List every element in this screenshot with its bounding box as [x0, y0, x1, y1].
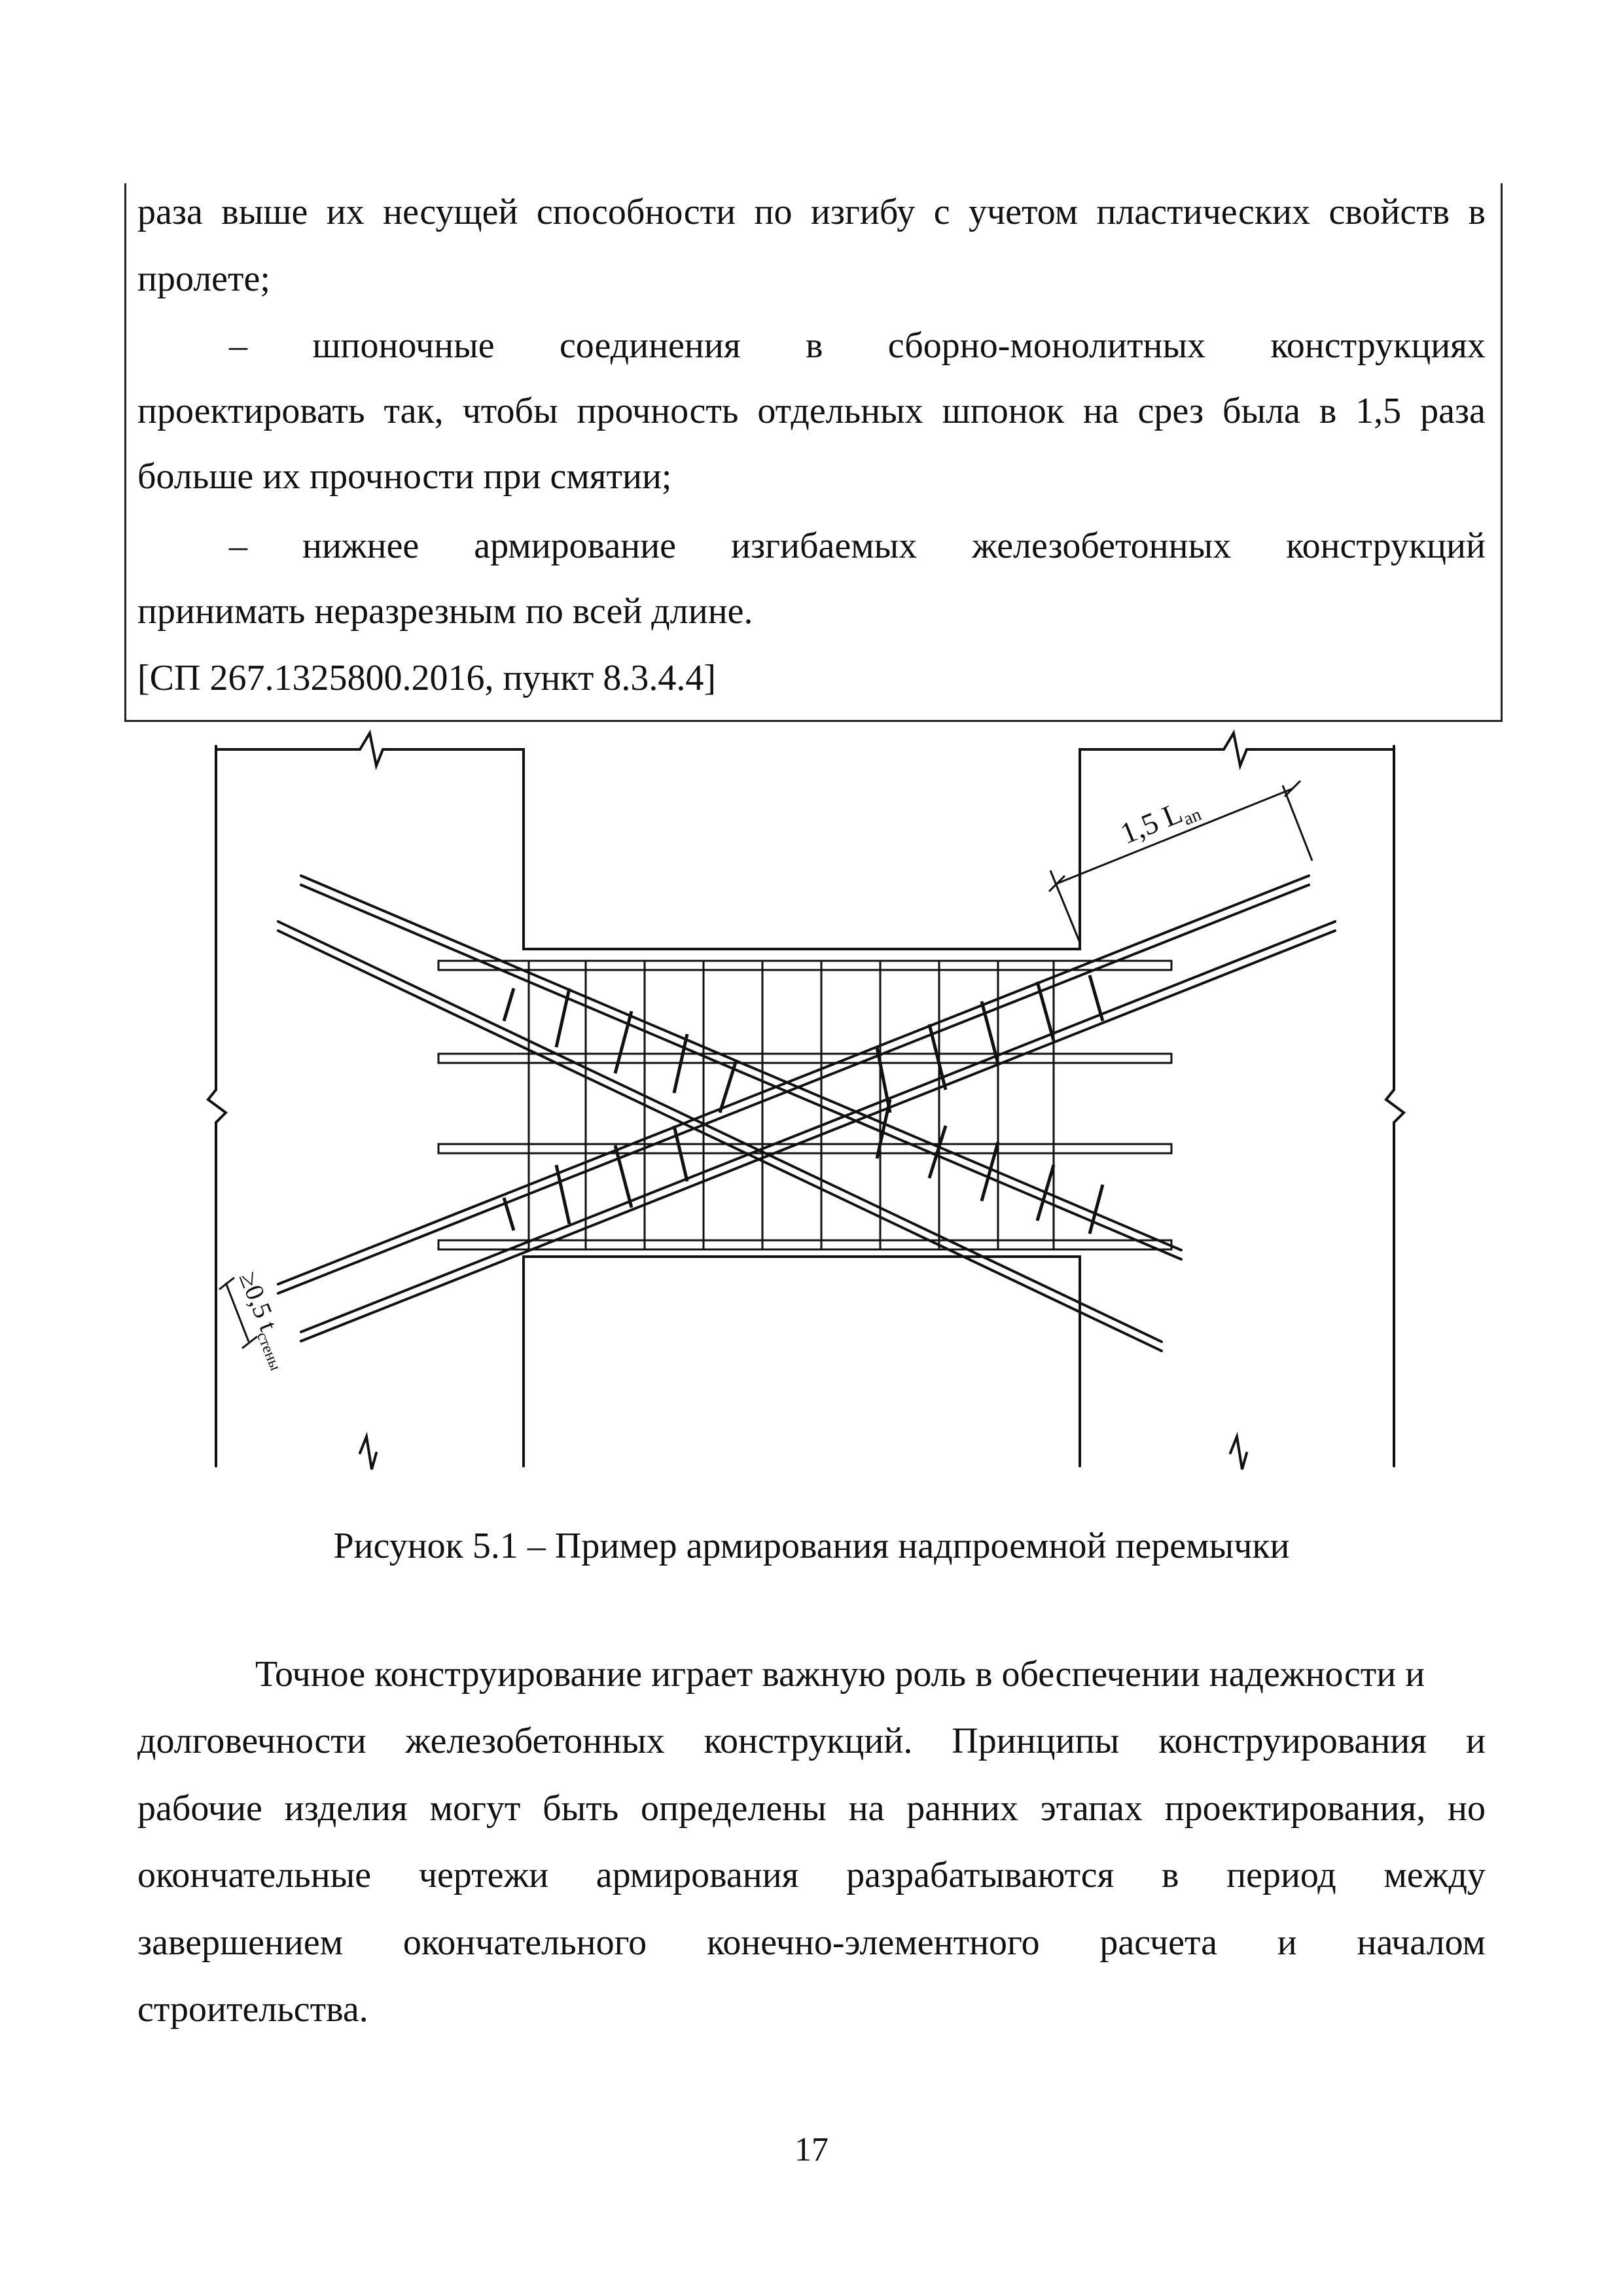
word: пластических: [1096, 192, 1311, 232]
body-line-6: строительства.: [137, 1989, 368, 2030]
word: на: [848, 1788, 885, 1829]
word: –: [229, 325, 247, 366]
word: раза: [1420, 391, 1486, 431]
word: окончательные: [137, 1855, 372, 1895]
word: чертежи: [418, 1855, 549, 1895]
word: быть: [543, 1788, 619, 1829]
diagonal-b-3: [301, 922, 1335, 1332]
box-line-6: [229, 528, 1486, 564]
word: проектировать: [137, 391, 365, 431]
box-reference: [СП 267.1325800.2016, пункт 8.3.4.4]: [137, 658, 716, 698]
diagonal-a-3: [278, 922, 1162, 1342]
box-line-4: [137, 393, 1486, 429]
word: способности: [536, 192, 736, 232]
word: окончательного: [402, 1922, 647, 1963]
word: расчета: [1099, 1922, 1218, 1963]
box-line-1: [137, 194, 1486, 230]
body-line-4: [137, 1857, 1486, 1893]
word: конструкций.: [704, 1721, 913, 1761]
word: конструирования: [1158, 1721, 1427, 1761]
word: сборно-монолитных: [887, 325, 1206, 366]
box-line-3: [229, 327, 1486, 364]
horizontal-bar-3: [438, 1144, 1171, 1153]
word: прочность: [577, 391, 739, 431]
dimension-tick-2: [1285, 781, 1300, 797]
wall-left-outline: [216, 733, 1394, 949]
dimension-label-top: 1,5 Lan: [1115, 795, 1205, 851]
word: период: [1226, 1855, 1336, 1895]
wall-left-edge: [208, 746, 226, 1466]
word: их: [326, 192, 365, 232]
word: конструкциях: [1270, 325, 1486, 366]
diagonal-tie-15: [877, 1100, 890, 1158]
word: выше: [221, 192, 308, 232]
word: разрабатываются: [846, 1855, 1115, 1895]
word: ранних: [906, 1788, 1018, 1829]
word: срез: [1137, 391, 1204, 431]
dimension-ext-2: [1283, 785, 1312, 861]
word: отдельных: [757, 391, 923, 431]
diagonal-b-2: [278, 885, 1309, 1293]
word: и: [1277, 1922, 1297, 1963]
body-line-5: [137, 1924, 1486, 1961]
lintel-reinforcement-drawing: [196, 726, 1427, 1479]
figure-caption: Рисунок 5.1 – Пример армирования надпроемной перемычки: [333, 1526, 1290, 1566]
diagonal-tie-10: [1090, 975, 1103, 1021]
diagonal-b-1: [278, 876, 1309, 1284]
wall-bottom-outline: [524, 1257, 1080, 1466]
break-mark-bottom-left: [360, 1437, 376, 1469]
quote-box: [124, 183, 1503, 722]
word: определены: [641, 1788, 827, 1829]
word: так,: [383, 391, 444, 431]
word: завершением: [137, 1922, 344, 1963]
word: рабочие: [137, 1788, 262, 1829]
word: железобетонных: [972, 526, 1232, 566]
word: изгибу: [810, 192, 916, 232]
word: была: [1222, 391, 1300, 431]
word: несущей: [383, 192, 518, 232]
dimension-label-left: ≥0,5 $t_{стены}$: [233, 1267, 284, 1373]
word: этапах: [1040, 1788, 1143, 1829]
word: чтобы: [462, 391, 558, 431]
word: началом: [1357, 1922, 1486, 1963]
box-line-2: пролете;: [137, 259, 270, 299]
body-line-3: [137, 1790, 1486, 1827]
word: но: [1448, 1788, 1486, 1829]
diagonal-tie-12: [556, 1165, 569, 1224]
word: в: [805, 325, 823, 366]
word: Принципы: [952, 1721, 1120, 1761]
wall-right-edge: [1386, 746, 1404, 1466]
word: железобетонных: [405, 1721, 665, 1761]
word: долговечности: [137, 1721, 366, 1761]
word: свойств: [1329, 192, 1450, 232]
word: могут: [429, 1788, 521, 1829]
word: раза: [137, 192, 203, 232]
diagonal-b-4: [301, 931, 1335, 1341]
word: изделия: [284, 1788, 408, 1829]
word: соединения: [559, 325, 741, 366]
word: в: [1162, 1855, 1179, 1895]
word: между: [1383, 1855, 1486, 1895]
diagonal-tie-18: [1037, 1165, 1054, 1221]
word: проектирования,: [1164, 1788, 1426, 1829]
word: учетом: [968, 192, 1079, 232]
word: изгибаемых: [730, 526, 918, 566]
word: в: [1319, 391, 1337, 431]
horizontal-bar-1: [438, 961, 1171, 970]
box-line-5: больше их прочности при смятии;: [137, 456, 672, 497]
word: в: [1468, 192, 1486, 232]
word: шпоночные: [312, 325, 495, 366]
word: 1,5: [1355, 391, 1402, 431]
word: и: [1465, 1721, 1486, 1761]
diagonal-a-2: [301, 885, 1181, 1259]
word: конечно-элементного: [706, 1922, 1040, 1963]
break-mark-bottom-right: [1230, 1437, 1247, 1469]
word: шпонок: [942, 391, 1064, 431]
box-line-7: принимать неразрезным по всей длине.: [137, 591, 753, 632]
word: по: [754, 192, 793, 232]
body-line-1: Точное конструирование играет важную роль в обеспечении надежности и: [255, 1654, 1425, 1695]
page-number: 17: [794, 2131, 829, 2168]
word: конструкций: [1286, 526, 1486, 566]
word: нижнее: [302, 526, 419, 566]
word: –: [229, 526, 247, 566]
body-line-2: [137, 1723, 1486, 1759]
word: на: [1082, 391, 1119, 431]
word: армирование: [474, 526, 677, 566]
word: с: [933, 192, 950, 232]
diagonal-tie-1: [504, 988, 514, 1021]
word: армирования: [596, 1855, 799, 1895]
